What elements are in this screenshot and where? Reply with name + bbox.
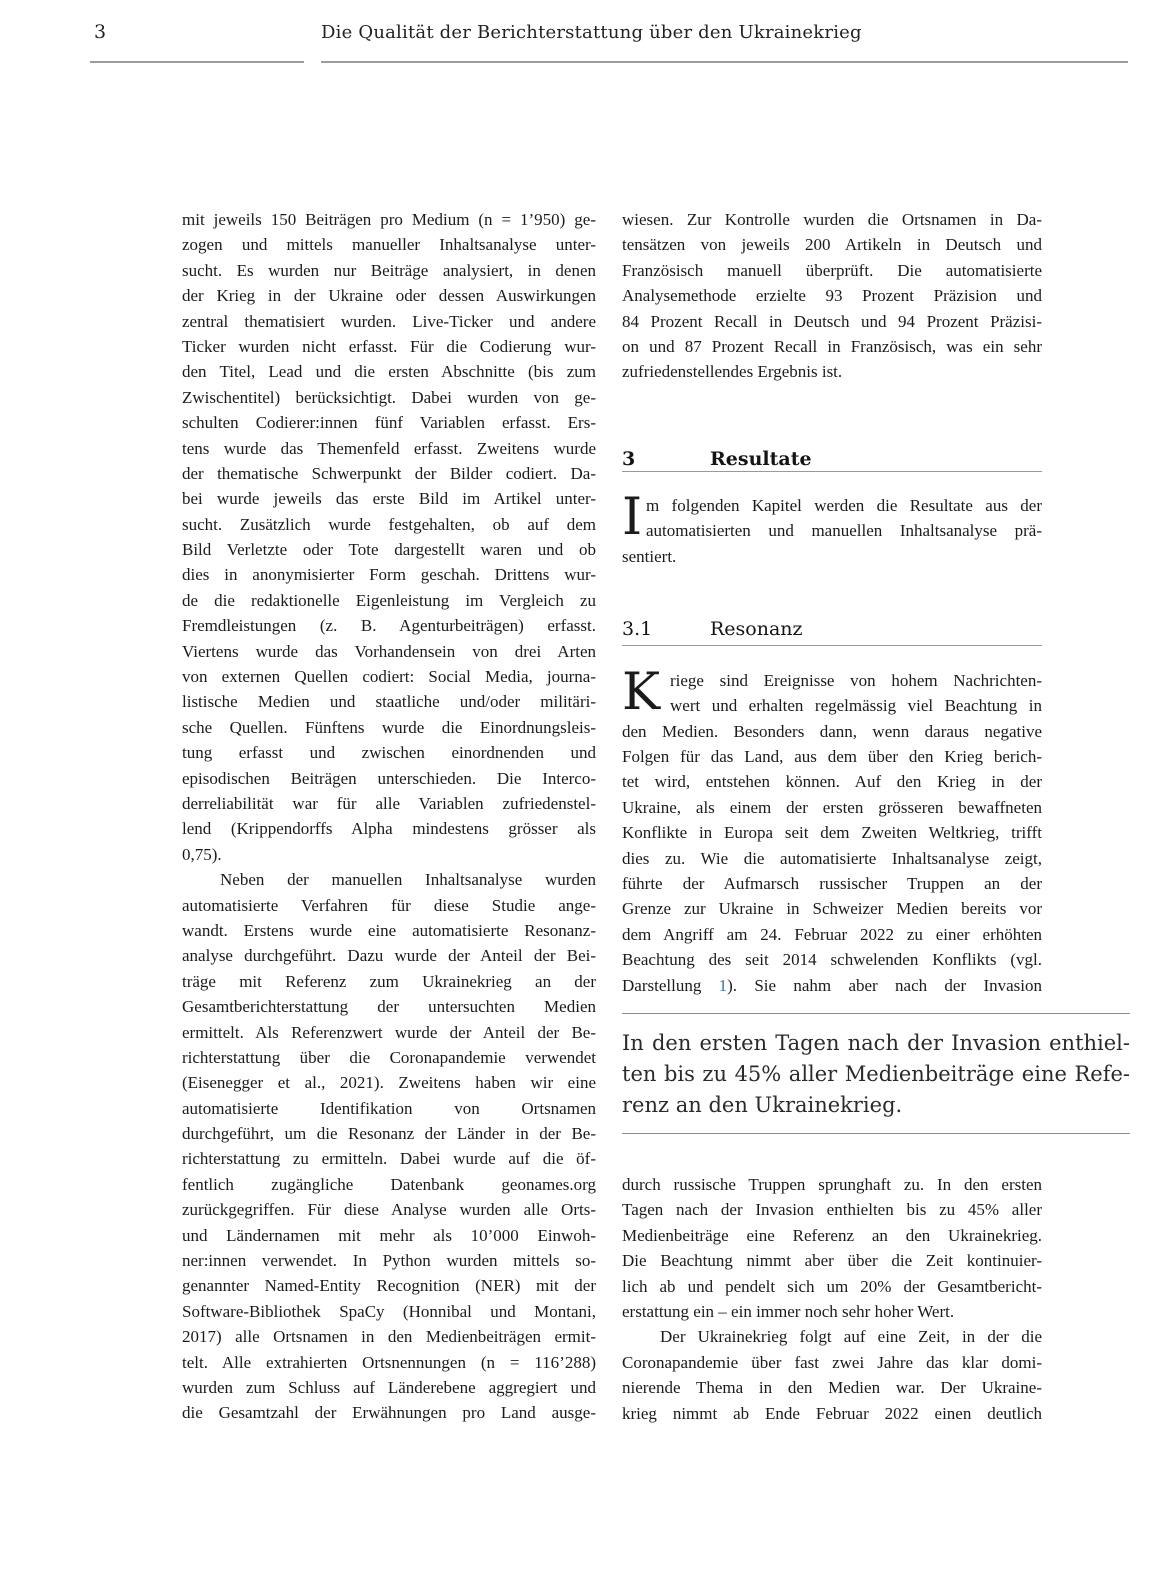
text-line: wurden zum Schluss auf Länderebene aggregiert und: [182, 1377, 596, 1397]
section-number: 3.1: [622, 617, 653, 640]
text-line: bei wurde jeweils das erste Bild im Artikel unter-: [182, 489, 596, 509]
text-line: In den ersten Tagen nach der Invasion enthiel-: [622, 1030, 1130, 1055]
text-line: Ukraine, als einem der ersten grösseren bewaffneten: [622, 797, 1042, 817]
section-title: Resonanz: [710, 617, 803, 640]
text-line: Software-Bibliothek SpaCy (Honnibal und Montani,: [182, 1301, 596, 1321]
text-line: Gesamtberichterstattung der untersuchten Medien: [182, 997, 596, 1017]
paragraph-resonance: [622, 662, 1042, 998]
text-line: telt. Alle extrahierten Ortsnennungen (n = 116’288): [182, 1352, 596, 1372]
text-line: zufriedenstellendes Ergebnis ist.: [622, 362, 843, 382]
text-line: tet wird, entstehen können. Auf den Krieg in der: [622, 772, 1042, 792]
left-column: [182, 207, 596, 1426]
section-number: 3: [622, 447, 636, 470]
text-line: wiesen. Zur Kontrolle wurden die Ortsnamen in Da-: [622, 210, 1042, 229]
text-line: Der Ukrainekrieg folgt auf eine Zeit, in der die: [660, 1327, 1042, 1347]
section-rule: [622, 471, 1042, 472]
text-line: sucht. Zusätzlich wurde festgehalten, ob auf dem: [182, 514, 596, 534]
text-line: Tagen nach der Invasion enthielten bis zu 45% aller: [622, 1200, 1042, 1220]
text-line: Beachtung des seit 2014 schwelenden Konflikts (vgl.: [622, 950, 1042, 970]
right-column: [622, 207, 1130, 1426]
drop-cap-letter: K: [622, 662, 661, 722]
text-line: von externen Quellen codiert: Social Media, journa-: [182, 667, 596, 687]
text-line: automatisierte Identifikation von Ortsnamen: [182, 1098, 596, 1118]
text-line: de die redaktionelle Eigenleistung im Vergleich zu: [182, 590, 596, 610]
text-line: lend (Krippendorffs Alpha mindestens grösser als: [182, 819, 596, 839]
text-line: sentiert.: [622, 546, 677, 566]
text-line: listische Medien und staatliche und/oder militäri-: [182, 692, 596, 712]
section-rule: [622, 645, 1042, 646]
paragraph-manual-content-analysis: [182, 207, 596, 867]
text-line: tung erfasst und zwischen einordnenden und: [182, 743, 596, 763]
text-line: Fremdleistungen (z. B. Agenturbeiträgen) erfasst.: [182, 616, 596, 636]
text-line: die Gesamtzahl der Erwähnungen pro Land ausge-: [182, 1403, 596, 1423]
text-line: führte der Aufmarsch russischer Truppen an der: [622, 874, 1042, 894]
section-heading-resonance: [622, 617, 1042, 641]
text-line: automatisierte Verfahren für diese Studie ange-: [182, 895, 596, 915]
text-line: Die Beachtung nimmt aber über die Zeit kontinuier-: [622, 1251, 1042, 1271]
text-line: Analysemethode erzielte 93 Prozent Präzision und: [622, 286, 1042, 306]
text-line: den Titel, Lead und die ersten Abschnitte (bis zum: [182, 362, 596, 382]
drop-cap-letter: I: [622, 487, 643, 547]
text-line: riege sind Ereignisse von hohem Nachrichten-: [670, 670, 1042, 690]
text-line: Medienbeiträge eine Referenz an den Ukrainekrieg.: [622, 1225, 1042, 1245]
text-line: Konflikte in Europa seit dem Zweiten Weltkrieg, trifft: [622, 823, 1042, 843]
text-line: der thematische Schwerpunkt der Bilder codiert. Da-: [182, 463, 596, 483]
section-heading-results: [622, 447, 1042, 471]
text-line: tens wurde das Themenfeld erfasst. Zweitens wurde: [182, 438, 596, 458]
text-line: Folgen für das Land, aus dem über den Krieg berich-: [622, 747, 1042, 767]
text-line: schulten Codierer:innen fünf Variablen erfasst. Ers-: [182, 413, 596, 433]
text-line: wandt. Erstens wurde eine automatisierte Resonanz-: [182, 920, 596, 940]
text-line: den Medien. Besonders dann, wenn daraus negative: [622, 721, 1042, 741]
text-line: 2017) alle Ortsnamen in den Medienbeiträgen ermit-: [182, 1327, 596, 1347]
text-line: tensätzen von jeweils 200 Artikeln in Deutsch und: [622, 235, 1042, 255]
text-line: Viertens wurde das Vorhandensein von drei Arten: [182, 641, 596, 661]
text-line: zentral thematisiert wurden. Live-Ticker und andere: [182, 311, 596, 331]
text-line: nierende Thema in den Medien war. Der Ukraine-: [622, 1378, 1042, 1398]
text-line: erstattung ein – ein immer noch sehr hoher Wert.: [622, 1301, 955, 1321]
page-number: 3: [94, 21, 107, 43]
text-line: dies zu. Wie die automatisierte Inhaltsanalyse zeigt,: [622, 848, 1042, 868]
header-rule-right: [321, 61, 1128, 63]
text-line: Zwischentitel) berücksichtigt. Dabei wurden von ge-: [182, 387, 596, 407]
text-line: Neben der manuellen Inhaltsanalyse wurden: [220, 870, 596, 890]
text-line: Darstellung 1). Sie nahm aber nach der Invasion: [622, 975, 1042, 995]
text-line: analyse durchgeführt. Dazu wurde der Anteil der Bei-: [182, 946, 596, 966]
text-line: ermittelt. Als Referenzwert wurde der Anteil der Be-: [182, 1022, 596, 1042]
text-line: renz an den Ukrainekrieg.: [622, 1092, 903, 1117]
text-line: richterstattung zu ermitteln. Dabei wurde auf die öf-: [182, 1149, 596, 1169]
text-line: krieg nimmt ab Ende Februar 2022 einen deutlich: [622, 1403, 1042, 1423]
text-line: mit jeweils 150 Beiträgen pro Medium (n = 1’950) ge-: [182, 210, 596, 229]
header-rule-left: [90, 61, 304, 63]
text-line: on und 87 Prozent Recall in Französisch, was ein sehr: [622, 336, 1042, 356]
text-line: automatisierten und manuellen Inhaltsanalyse prä-: [646, 521, 1042, 541]
text-line: durch russische Truppen sprunghaft zu. In den ersten: [622, 1174, 1042, 1194]
text-line: dem Angriff am 24. Februar 2022 zu einer erhöhten: [622, 924, 1042, 944]
text-line: m folgenden Kapitel werden die Resultate aus der: [646, 495, 1042, 515]
running-header-title: Die Qualität der Berichterstattung über den Ukrainekrieg: [321, 22, 862, 43]
text-line: Bild Verletzte oder Tote dargestellt waren und ob: [182, 540, 596, 560]
text-line: dies in anonymisierter Form geschah. Drittens wur-: [182, 565, 596, 585]
paragraph-corona-context: [622, 1324, 1042, 1426]
paragraph-automated-methods: [182, 867, 596, 1426]
text-line: (Eisenegger et al., 2021). Zweitens haben wir eine: [182, 1073, 596, 1093]
text-line: lich ab und pendelt sich um 20% der Gesamtbericht-: [622, 1276, 1042, 1296]
text-line: Coronapandemie über fast zwei Jahre das klar domi-: [622, 1352, 1042, 1372]
section-title: Resultate: [710, 447, 812, 470]
text-line: Französisch manuell überprüft. Die automatisierte: [622, 260, 1042, 280]
text-line: Grenze zur Ukraine in Schweizer Medien bereits vor: [622, 899, 1042, 919]
text-line: episodischen Beiträgen unterschieden. Die Interco-: [182, 768, 596, 788]
text-line: ner:innen verwendet. In Python wurden mittels so-: [182, 1251, 596, 1271]
text-line: zurückgegriffen. Für diese Analyse wurden alle Orts-: [182, 1200, 596, 1220]
text-line: sche Quellen. Fünftens wurde die Einordnungsleis-: [182, 717, 596, 737]
paragraph-results-intro: [622, 487, 1042, 569]
paragraph-validation: [622, 207, 1042, 385]
text-line: durchgeführt, um die Resonanz der Länder in der Be-: [182, 1124, 596, 1144]
text-line: wert und erhalten regelmässig viel Beachtung in: [670, 696, 1042, 716]
figure-reference-link[interactable]: 1: [718, 975, 728, 995]
text-line: Ticker wurden nicht erfasst. Für die Codierung wur-: [182, 336, 596, 356]
text-line: fentlich zugängliche Datenbank geonames.org: [182, 1174, 596, 1194]
paragraph-invasion-resonance: [622, 1172, 1042, 1324]
text-line: träge mit Referenz zum Ukrainekrieg an der: [182, 971, 596, 991]
text-line: derreliabilität war für alle Variablen zufriedenstel-: [182, 793, 596, 813]
text-line: richterstattung über die Coronapandemie verwendet: [182, 1047, 596, 1067]
text-line: der Krieg in der Ukraine oder dessen Auswirkungen: [182, 286, 596, 306]
text-line: ten bis zu 45% aller Medienbeiträge eine Refe-: [622, 1061, 1130, 1086]
text-line: und Ländernamen mit mehr als 10’000 Einwoh-: [182, 1225, 596, 1245]
text-line: zogen und mittels manueller Inhaltsanalyse unter-: [182, 235, 596, 255]
text-line: genannter Named-Entity Recognition (NER) mit der: [182, 1276, 596, 1296]
text-line: 84 Prozent Recall in Deutsch und 94 Prozent Präzisi-: [622, 311, 1042, 331]
text-line: 0,75).: [182, 844, 222, 864]
text-line: sucht. Es wurden nur Beiträge analysiert, in denen: [182, 260, 596, 280]
pull-quote: [622, 1013, 1130, 1134]
